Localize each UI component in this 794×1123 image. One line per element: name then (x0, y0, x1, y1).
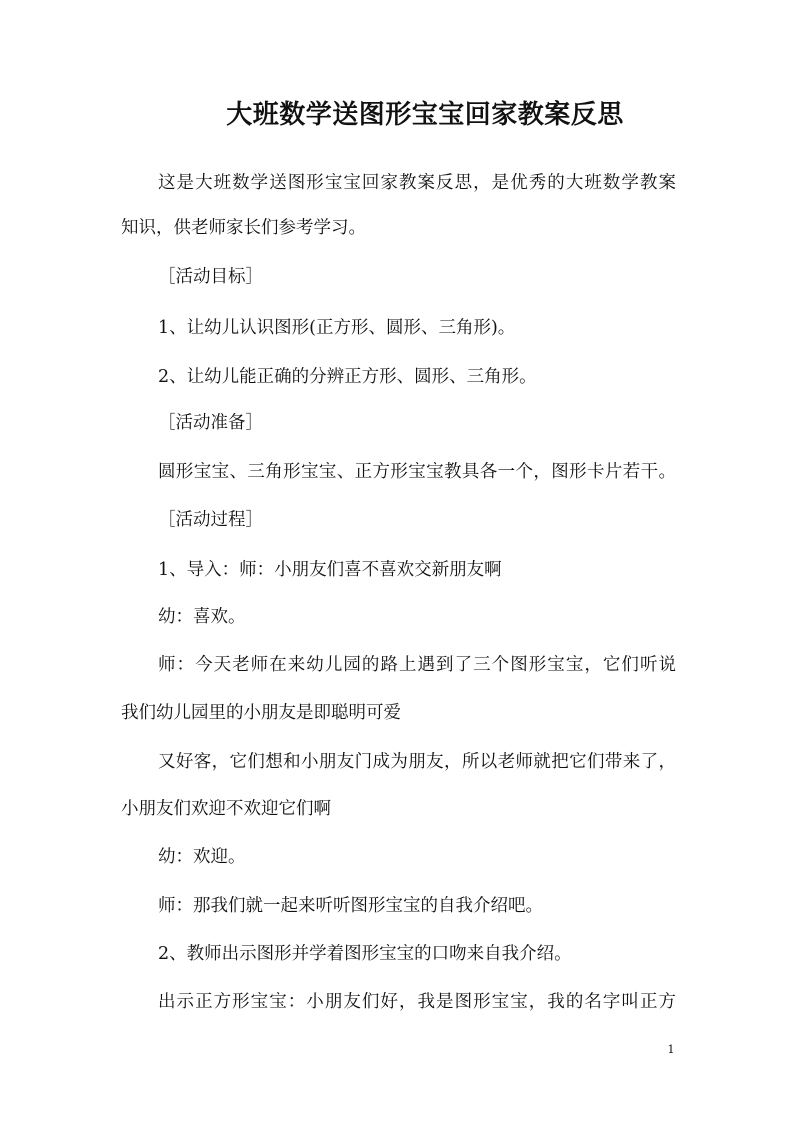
list-item: 1、导入：师：小朋友们喜不喜欢交新朋友啊 (158, 560, 502, 580)
paragraph-line: 圆形宝宝、三角形宝宝、正方形宝宝教具各一个，图形卡片若干。 (158, 462, 676, 482)
section-heading: ［活动目标］ (158, 267, 263, 287)
dialogue-line: 师：那我们就一起来听听图形宝宝的自我介绍吧。 (158, 896, 543, 916)
list-item: 1、让幼儿认识图形(正方形、圆形、三角形)。 (158, 318, 516, 338)
list-item: 2、教师出示图形并学着图形宝宝的口吻来自我介绍。 (158, 944, 572, 964)
section-heading: ［活动过程］ (158, 510, 263, 530)
section-heading: ［活动准备］ (158, 413, 263, 433)
dialogue-line: 幼：欢迎。 (158, 847, 246, 867)
dialogue-line: 幼：喜欢。 (158, 607, 246, 627)
paragraph-line: 师：今天老师在来幼儿园的路上遇到了三个图形宝宝，它们听说 (158, 655, 676, 675)
paragraph-line: 小朋友们欢迎不欢迎它们啊 (121, 799, 331, 819)
document-title: 大班数学送图形宝宝回家教案反思 (226, 100, 624, 130)
paragraph-line: 出示正方形宝宝：小朋友们好，我是图形宝宝，我的名字叫正方 (158, 992, 676, 1012)
page-number: 1 (667, 1043, 675, 1056)
paragraph-line: 知识，供老师家长们参考学习。 (121, 218, 366, 238)
paragraph-line: 我们幼儿园里的小朋友是即聪明可爱 (121, 703, 401, 723)
paragraph-line: 这是大班数学送图形宝宝回家教案反思，是优秀的大班数学教案 (158, 173, 676, 193)
paragraph-line: 又好客，它们想和小朋友门成为朋友，所以老师就把它们带来了， (158, 752, 676, 772)
list-item: 2、让幼儿能正确的分辨正方形、圆形、三角形。 (158, 367, 537, 387)
